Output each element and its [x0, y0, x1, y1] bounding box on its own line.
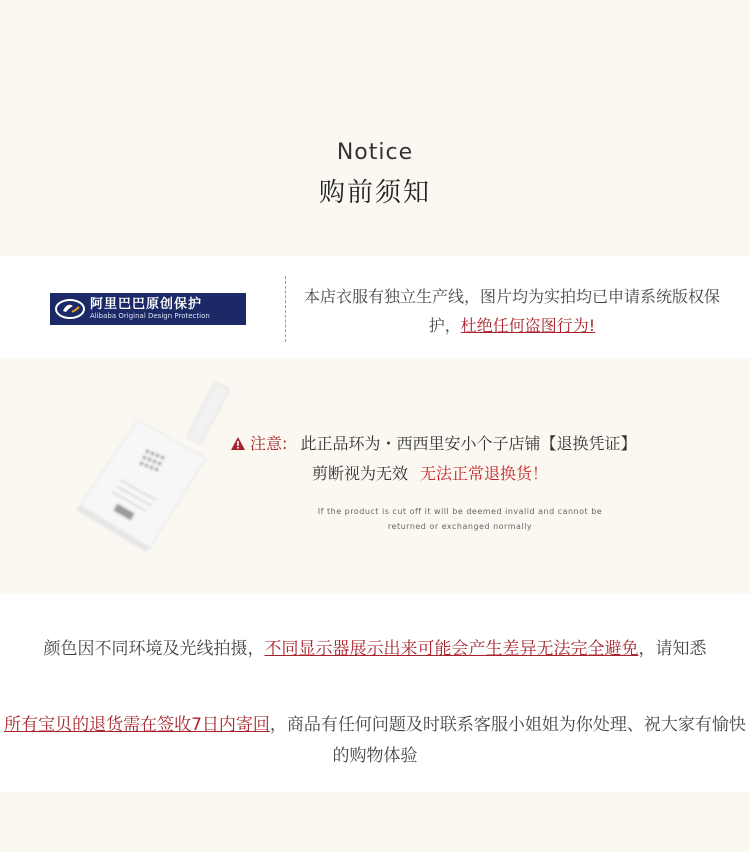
warning-line1-text: 此正品环为・西西里安小个子店铺【退换凭证】 — [300, 434, 637, 453]
alibaba-logo-icon — [50, 293, 90, 325]
copyright-highlight: 杜绝任何盗图行为! — [460, 316, 596, 335]
footer-band — [0, 792, 750, 852]
return-note-highlight: 所有宝贝的退货需在签收7日内寄回 — [4, 715, 270, 735]
copyright-plain: 本店衣服有独立生产线，图片均为实拍均已申请系统版权保护， — [303, 287, 720, 335]
vertical-divider — [285, 276, 286, 342]
badge-title-cn: 阿里巴巴原创保护 — [90, 296, 203, 312]
return-note-suffix: ，商品有任何问题及时联系客服小姐姐为你处理、祝大家有愉快的购物体验 — [269, 715, 746, 766]
color-note-plain: 颜色因不同环境及光线拍摄， — [43, 639, 265, 659]
tag-warning-section — [0, 358, 750, 594]
copyright-section — [0, 256, 750, 358]
notice-header — [0, 0, 750, 256]
color-note-suffix: ，请知悉 — [638, 639, 707, 659]
warning-line2-red: 无法正常退换货！ — [420, 464, 549, 483]
warning-label-text: 注意: — [250, 434, 288, 453]
warning-triangle-icon — [230, 436, 246, 451]
copyright-text — [300, 282, 724, 340]
warning-label — [230, 434, 293, 453]
color-note-highlight: 不同显示器展示出来可能会产生差异无法完全避免 — [264, 639, 639, 659]
tag-warning-line1 — [230, 431, 710, 454]
notice-title-en: Notice — [336, 140, 414, 165]
hang-tag-image — [60, 380, 240, 560]
tag-warning-line2 — [312, 461, 548, 484]
badge-title-en: Alibaba Original Design Protection — [90, 311, 210, 320]
warning-line2-plain: 剪断视为无效 — [312, 464, 409, 483]
return-note — [0, 710, 750, 772]
color-note — [0, 634, 750, 665]
warning-english-text: If the product is cut off it will be deemed invalid and cannot be returned or exchanged normally — [317, 507, 603, 531]
notice-title-cn: 购前须知 — [318, 178, 431, 208]
alibaba-protection-badge — [50, 293, 246, 325]
notes-section — [0, 594, 750, 792]
